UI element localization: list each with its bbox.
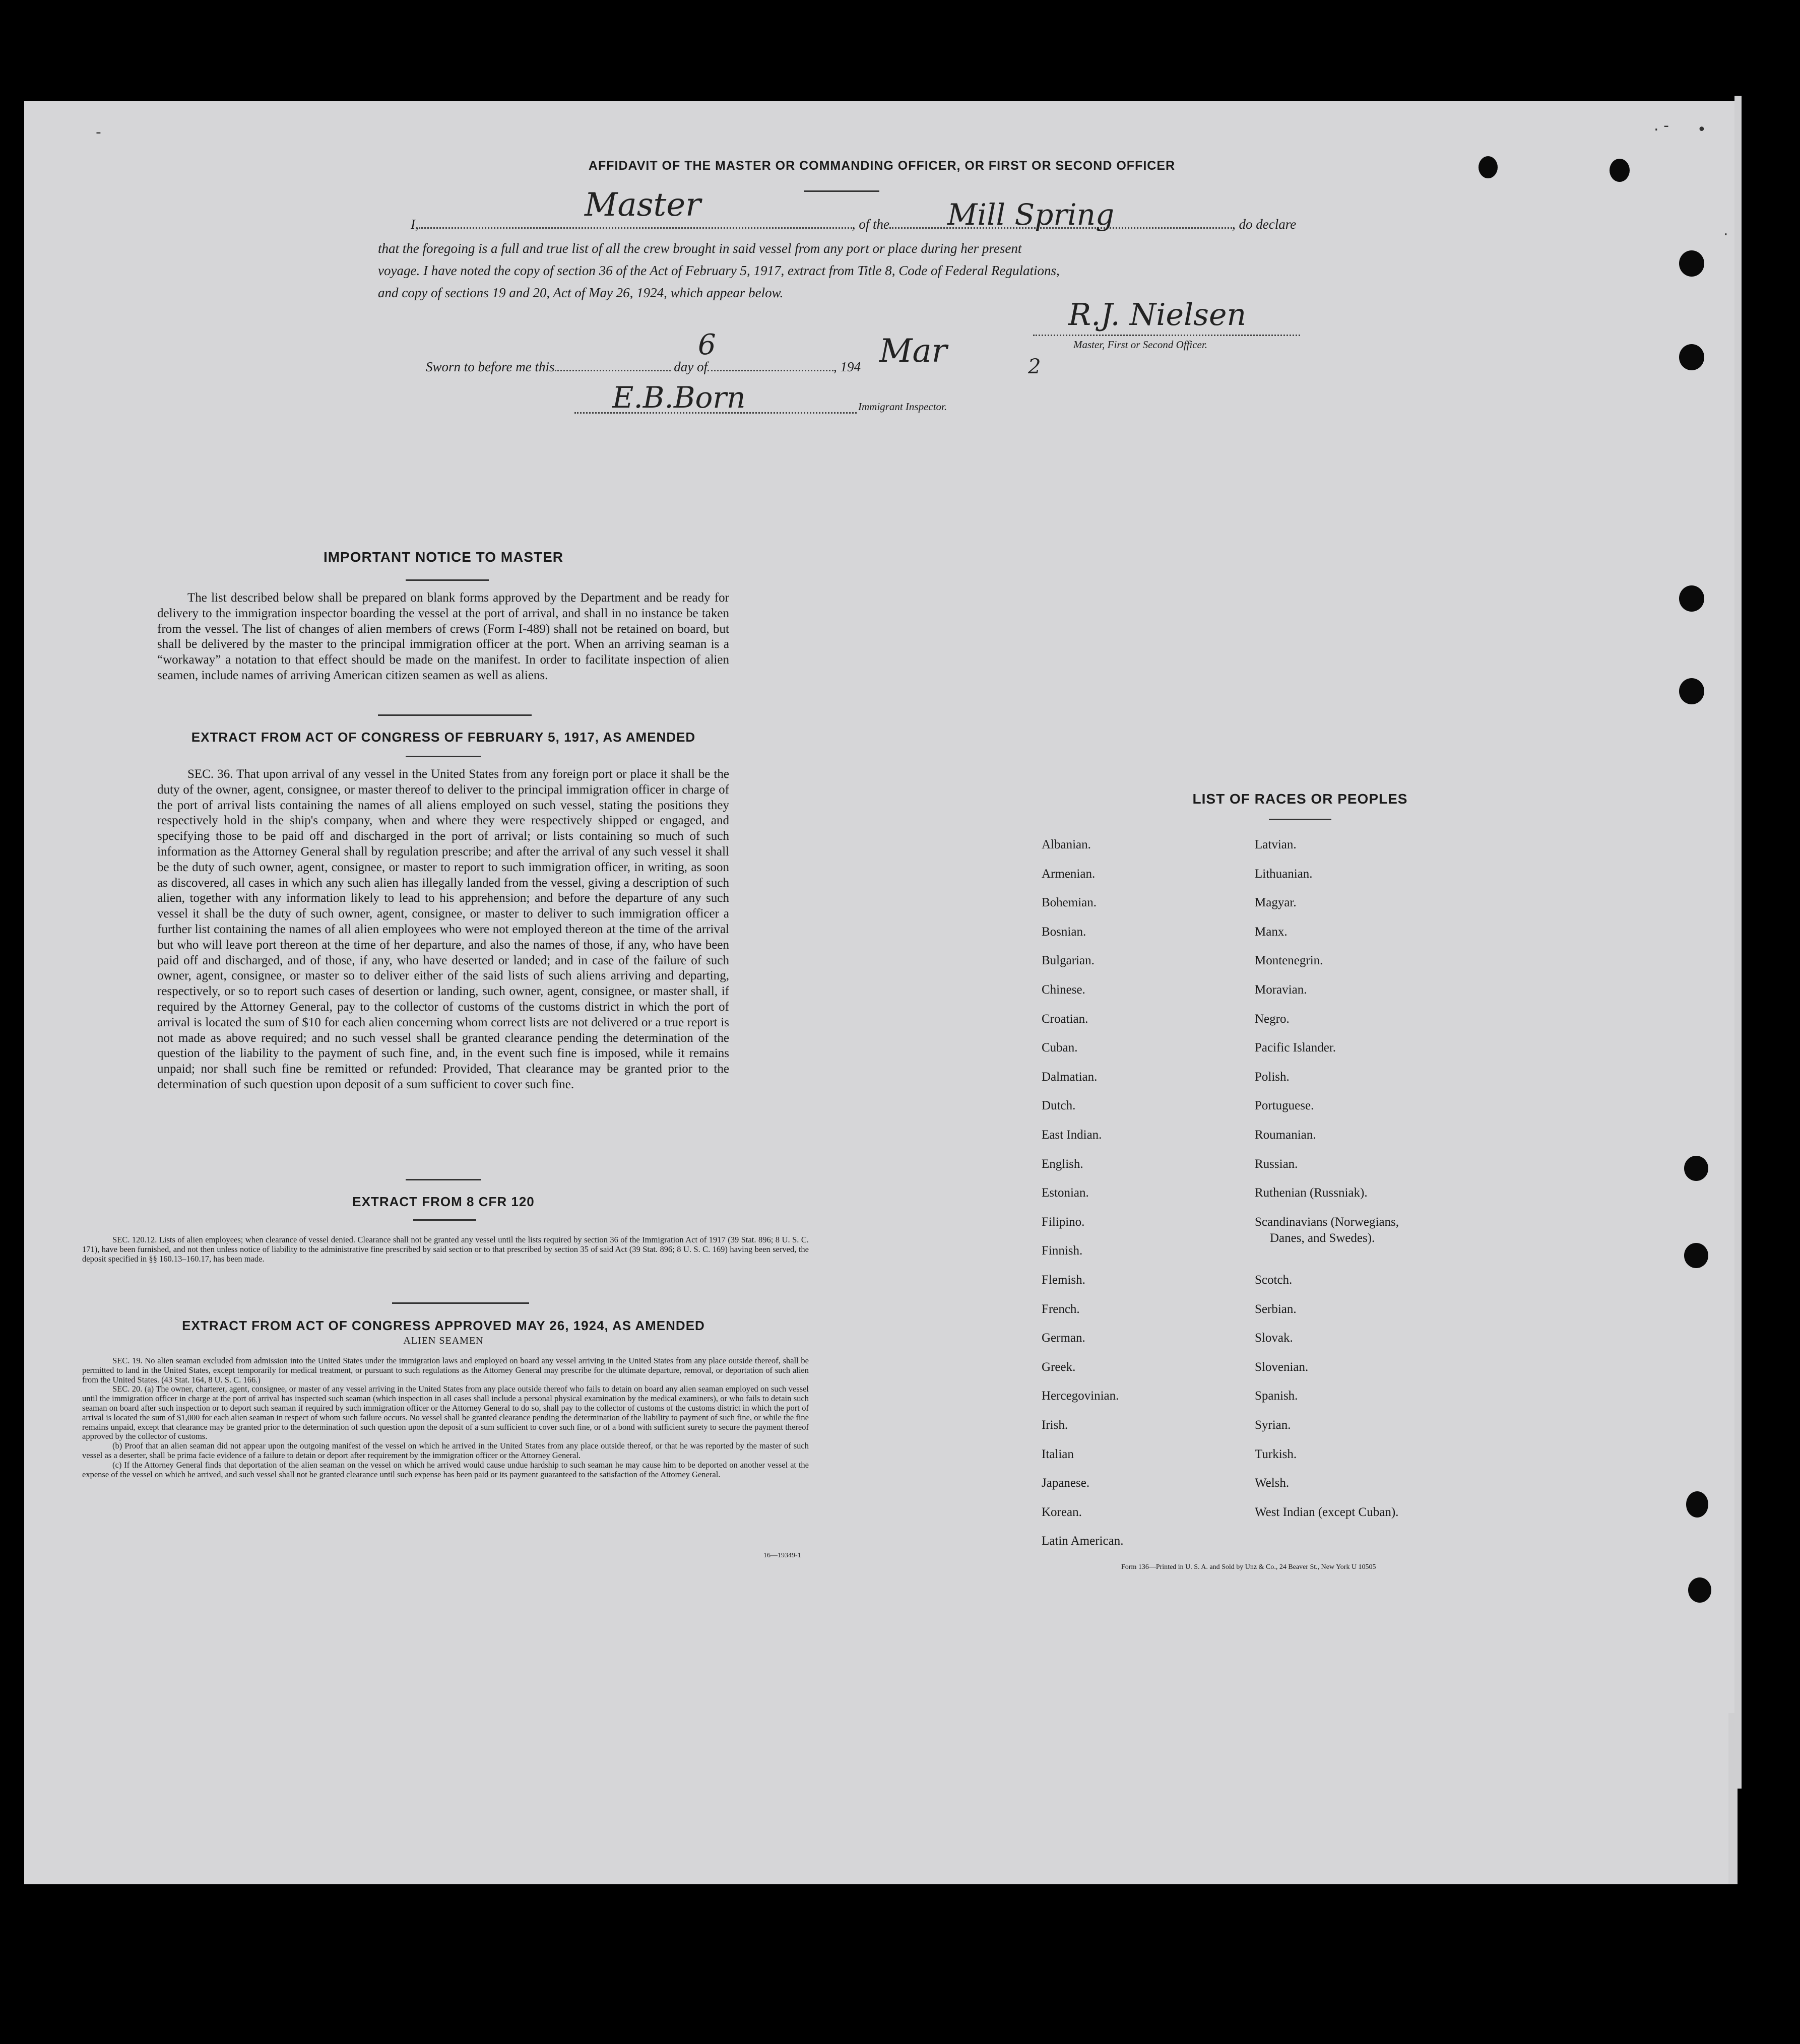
master-signature-line: [1033, 332, 1300, 336]
month-fill-line: [708, 367, 833, 371]
year-prefix: , 194: [833, 359, 861, 374]
day-of-label: day of: [674, 359, 708, 374]
race-item: Cuban.: [1042, 1041, 1078, 1055]
race-item: Korean.: [1042, 1505, 1082, 1519]
sec-20c-text: (c) If the Attorney General finds that deportation of the alien seaman on the vessel on which he arrived would cause undue hardship to such seaman he may cause him to be deported on another vessel at the expense of the vessel on which he arrived, and such vessel shall not be granted clearance until such expense has been paid or its payment guaranteed to the satisfaction of the Attorney General.: [82, 1460, 809, 1479]
race-item: Ruthenian (Russniak).: [1255, 1186, 1368, 1200]
title-rule: [804, 190, 879, 192]
inspector-caption: Immigrant Inspector.: [858, 401, 947, 413]
declaration-line-3: voyage. I have noted the copy of section 36 of the Act of February 5, 1917, extract from Title 8, Code of Federal Regulations,: [378, 263, 1060, 278]
notice-text: The list described below shall be prepared on blank forms approved by the Department and be ready for delivery to the immigration inspector boarding the vessel at the port of arrival, and shall in no instance be taken from the vessel. The list of changes of alien members of crews (Form I-489) shall not be retained on board, but shall be delivered by the master to the principal immigration officer at the port. When an arriving seaman is a “workaway” a notation to that effect should be made on the manifest. In order to facilitate inspection of alien seamen, include names of arriving American citizen seamen as well as aliens.: [157, 591, 729, 682]
sec-19-text: SEC. 19. No alien seaman excluded from admission into the United States under the immigration laws and employed on board any vessel arriving in the United States from any place outside thereof, shall be permitted to land in the United States, except temporarily for medical treatment, or pursuant to such regulations as the Attorney General may prescribe for the ultimate departure, removal, or deportation of such alien from the United States. (43 Stat. 164, 8 U. S. C. 166.): [82, 1356, 809, 1384]
punch-hole: [1686, 1491, 1708, 1518]
race-item: West Indian (except Cuban).: [1255, 1505, 1399, 1519]
race-item: Dutch.: [1042, 1099, 1076, 1113]
section-divider: [406, 1179, 481, 1180]
race-item: Spanish.: [1255, 1389, 1298, 1403]
race-item: Welsh.: [1255, 1476, 1290, 1490]
race-item: Dalmatian.: [1042, 1070, 1098, 1084]
race-item: Armenian.: [1042, 867, 1096, 881]
sworn-line: [426, 359, 861, 375]
inspector-signature-line: [574, 409, 857, 414]
punch-hole: [1679, 678, 1704, 704]
race-item: Finnish.: [1042, 1244, 1083, 1258]
extract-cfr-body: [82, 1235, 809, 1264]
race-item: Slovenian.: [1255, 1360, 1309, 1374]
extract-1917-title: EXTRACT FROM ACT OF CONGRESS OF FEBRUARY 5, 1917, AS AMENDED: [191, 730, 696, 745]
declaration-line-4: and copy of sections 19 and 20, Act of May 26, 1924, which appear below.: [378, 285, 784, 300]
sworn-label: Sworn to before me this: [426, 359, 555, 374]
race-item: Magyar.: [1255, 896, 1297, 910]
rank-handwritten: Master: [585, 186, 701, 224]
race-item: French.: [1042, 1302, 1080, 1316]
race-item: Russian.: [1255, 1157, 1298, 1171]
sec-36-text: SEC. 36. That upon arrival of any vessel in the United States from any foreign port or place it shall be the duty of the owner, agent, consignee, or master thereof to deliver to the principal immigration officer in charge of the port of arrival lists containing the names of all aliens employed on such vessel, stating the positions they respectively hold in the ship's company, when and where they were respectively shipped or engaged, and specifying those to be paid off and discharged in the port of arrival; or lists containing so much of such information as the Attorney General shall by regulation prescribe; and after the arrival of any such vessel it shall be the duty of such owner, agent, consignee, or master to report to such immigration officer, in writing, as soon as discovered, all cases in which any such alien has illegally landed from the vessel, giving a description of such alien, together with any information likely to lead to his apprehension; and before the departure of any such vessel it shall be the duty of such owner, agent, consignee, or master to deliver to such immigration officer a further list containing the names of all alien employees who were not employed thereon at the time of the arrival but who will leave port thereon at the time of her departure, and also the names of those, if any, who have been paid off and discharged, and of those, if any, who have deserted or landed; and in case of the failure of such owner, agent, consignee, or master so to deliver either of the said lists of such aliens arriving and departing, respectively, or so to report such cases of desertion or landing, such owner, agent, consignee, or master shall, if required by the Attorney General, pay to the collector of customs of the customs district in which the port of arrival is located the sum of $10 for each alien concerning whom correct lists are not delivered or a true report is not made as above required; and no such vessel shall be granted clearance pending the determination of the question of the liability to the payment of such fine, and, in the event such fine is imposed, while it remains unpaid; nor shall such fine be remitted or refunded: Provided, That clearance may be granted prior to the determination of such question upon deposit of a sum sufficient to cover such fine.: [157, 767, 729, 1091]
race-item: Albanian.: [1042, 838, 1091, 851]
page-edge: [1734, 96, 1742, 1789]
extract-1924-title: EXTRACT FROM ACT OF CONGRESS APPROVED MAY 26, 1924, AS AMENDED: [182, 1318, 705, 1333]
punch-hole: [1679, 344, 1704, 370]
extract-1924-body: [82, 1356, 809, 1479]
year-handwritten: 2: [1028, 355, 1041, 378]
declaration-line-2: that the foregoing is a full and true list of all the crew brought in said vessel from any port or place during her present: [378, 241, 1022, 256]
race-item: Montenegrin.: [1255, 954, 1323, 968]
punch-hole: [1610, 159, 1630, 182]
master-caption: Master, First or Second Officer.: [1073, 339, 1207, 351]
page-tab: [1728, 1713, 1738, 1884]
punch-hole: [1684, 1243, 1708, 1268]
race-item: Scandinavians (Norwegians,: [1255, 1215, 1399, 1229]
extract-cfr-title: EXTRACT FROM 8 CFR 120: [352, 1194, 535, 1209]
punch-hole: [1684, 1156, 1708, 1181]
race-item: English.: [1042, 1157, 1083, 1171]
section-divider: [378, 714, 532, 716]
scan-mark: -: [96, 123, 101, 141]
alien-seamen-subtitle: ALIEN SEAMEN: [403, 1335, 484, 1346]
form-code: 16—19349-1: [763, 1552, 801, 1559]
race-item: Lithuanian.: [1255, 867, 1313, 881]
punch-hole: [1679, 585, 1704, 612]
scan-mark: •: [1697, 121, 1706, 139]
sec-20b-text: (b) Proof that an alien seaman did not appear upon the outgoing manifest of the vessel on which he arrived in the United States from any place outside thereof, or that he was reported by the master of such vessel as a deserter, shall be prima facie evidence of a failure to detain or deport after requirement by the immigration officer or the Attorney General.: [82, 1441, 809, 1460]
race-item: Greek.: [1042, 1360, 1076, 1374]
rank-fill-line: [419, 224, 852, 229]
extract-1917-rule: [406, 756, 481, 757]
races-rule: [1269, 819, 1331, 820]
race-item: Filipino.: [1042, 1215, 1085, 1229]
day-fill-line: [555, 367, 671, 371]
race-item: Serbian.: [1255, 1302, 1297, 1316]
race-item: Turkish.: [1255, 1447, 1297, 1461]
race-item: Chinese.: [1042, 983, 1085, 997]
race-item: German.: [1042, 1331, 1085, 1345]
day-handwritten: 6: [698, 328, 716, 361]
race-item: Latvian.: [1255, 838, 1297, 851]
do-declare-label: , do declare: [1232, 217, 1297, 232]
race-item: Japanese.: [1042, 1476, 1090, 1490]
race-item: East Indian.: [1042, 1128, 1102, 1142]
race-item: Pacific Islander.: [1255, 1041, 1336, 1055]
race-item: Hercegovinian.: [1042, 1389, 1119, 1403]
race-item: Polish.: [1255, 1070, 1290, 1084]
race-item: Irish.: [1042, 1418, 1068, 1432]
punch-hole: [1688, 1577, 1711, 1603]
race-item: Estonian.: [1042, 1186, 1089, 1200]
master-signature: R.J. Nielsen: [1068, 297, 1247, 333]
race-item: Croatian.: [1042, 1012, 1088, 1026]
inspector-signature: E.B.Born: [612, 380, 746, 415]
month-handwritten: Mar: [879, 333, 947, 370]
races-title: LIST OF RACES OR PEOPLES: [1192, 791, 1408, 807]
notice-title: IMPORTANT NOTICE TO MASTER: [323, 549, 564, 565]
race-item: Latin American.: [1042, 1534, 1124, 1548]
section-divider: [392, 1302, 529, 1304]
race-item: Slovak.: [1255, 1331, 1293, 1345]
race-item: Danes, and Swedes).: [1270, 1231, 1375, 1245]
vessel-handwritten: Mill Spring: [947, 197, 1115, 232]
race-item: Moravian.: [1255, 983, 1307, 997]
race-item: Syrian.: [1255, 1418, 1291, 1432]
notice-rule: [406, 579, 489, 581]
race-item: Roumanian.: [1255, 1128, 1316, 1142]
extract-cfr-rule: [413, 1219, 476, 1221]
sec-20a-text: SEC. 20. (a) The owner, charterer, agent, consignee, or master of any vessel arriving in the United States from any place outside thereof who fails to detain on board any alien seaman employed on such vessel until the immigration officer in charge at the port of arrival has inspected such seaman (which inspection in all cases shall include a personal physical examination by the medical examiners), or who fails to detain such seaman on board after such inspection or to deport such seaman if required by such immigration officer or the Attorney General to do so, shall pay to the collector of customs of the customs district in which the port of arrival is located the sum of $1,000 for each alien seaman in respect of whom such failure occurs. No vessel shall be granted clearance pending the determination of the liability to payment of such fine, or while the fine remains unpaid, except that clearance may be granted prior to the determination of such question upon the deposit of a sum sufficient to cover such fine, or of a bond with sufficient surety to secure the payment thereof approved by the collector of customs.: [82, 1384, 809, 1441]
print-footer: Form 136—Printed in U. S. A. and Sold by Unz & Co., 24 Beaver St., New York U 10505: [1121, 1563, 1376, 1571]
race-item: Italian: [1042, 1447, 1074, 1461]
race-item: Scotch.: [1255, 1273, 1293, 1287]
punch-hole: [1478, 156, 1498, 178]
race-item: Negro.: [1255, 1012, 1290, 1026]
notice-body: [157, 590, 729, 684]
race-item: Bosnian.: [1042, 925, 1086, 939]
race-item: Manx.: [1255, 925, 1288, 939]
scan-mark: . -: [1654, 117, 1669, 135]
race-item: Bohemian.: [1042, 896, 1097, 910]
race-item: Flemish.: [1042, 1273, 1085, 1287]
race-item: Bulgarian.: [1042, 954, 1095, 968]
punch-hole: [1679, 250, 1704, 277]
sec-120-12-text: SEC. 120.12. Lists of alien employees; when clearance of vessel denied. Clearance shall not be granted any vessel until the lists required by section 36 of the Immigration Act of 1917 (39 Stat. 896; 8 U. S. C. 171), have been furnished, and not then unless notice of liability to the administrative fine prescribed by said section or to that prescribed by section 35 of said Act (39 Stat. 896; 8 U. S. C. 169) having been served, the deposit specified in §§ 160.13–160.17, has been made.: [82, 1235, 809, 1264]
i-label: I,: [411, 217, 419, 232]
of-the-label: , of the: [852, 217, 889, 232]
scan-mark: .: [1723, 222, 1728, 239]
race-item: Portuguese.: [1255, 1099, 1314, 1113]
declaration-line-1: [411, 217, 1296, 232]
extract-1917-body: [157, 767, 729, 1093]
affidavit-title: AFFIDAVIT OF THE MASTER OR COMMANDING OFFICER, OR FIRST OR SECOND OFFICER: [588, 159, 1176, 173]
